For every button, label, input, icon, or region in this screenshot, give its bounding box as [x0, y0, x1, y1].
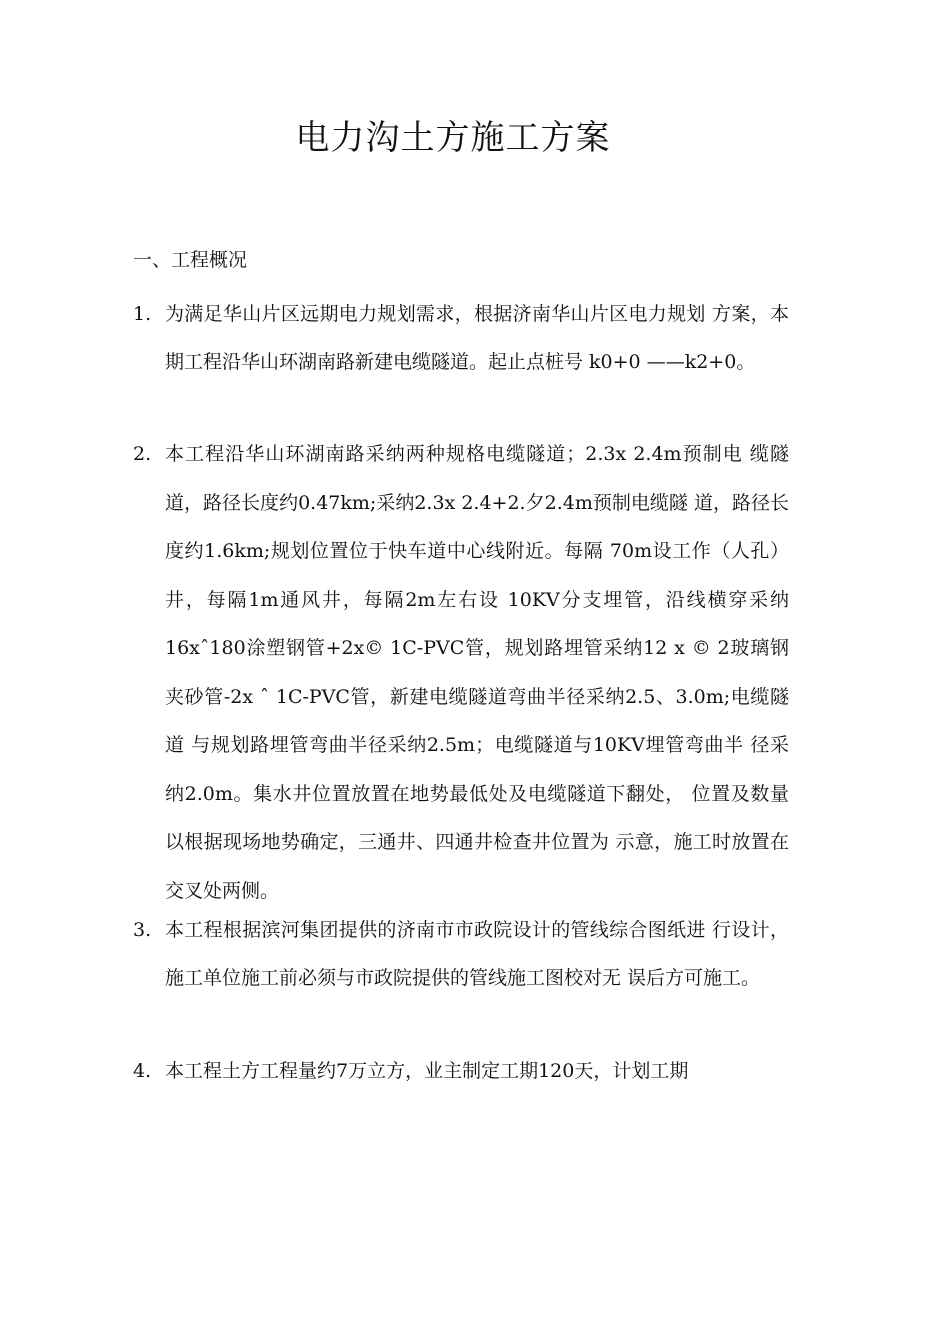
- list-item: [133, 906, 789, 1002]
- section-heading: 一、工程概况: [133, 249, 248, 271]
- list-item: [133, 290, 789, 386]
- list-item-text: 本工程根据滨河集团提供的济南市市政院设计的管线综合图纸进 行设计，施工单位施工前必须与市政院提供的管线施工图校对无 误后方可施工。: [165, 919, 789, 989]
- list-item-number: 3.: [133, 919, 152, 941]
- list-item-text: 本工程沿华山环湖南路采纳两种规格电缆隧道；2.3x 2.4m预制电 缆隧道，路径长度约0.47km;采纳2.3x 2.4+2.夕2.4m预制电缆隧 道，路径长度约1.6km;规划位置位于快车道中心线附近。每隔 70m设工作（人孔）井，每隔1m通风井，每隔2m左右设 10KV分支埋管，沿线横穿采纳16xˆ180涂塑钢管+2x© 1C-PVC管，规划路埋管采纳12 x © 2玻璃钢夹砂管-2x ˆ 1C-PVC管，新建电缆隧道弯曲半径采纳2.5、3.0m;电缆隧道 与规划路埋管弯曲半径采纳2.5m；电缆隧道与10KV埋管弯曲半 径采纳2.0m。集水井位置放置在地势最低处及电缆隧道下翻处， 位置及数量以根据现场地势确定，三通井、四通井检查井位置为 示意，施工时放置在交叉处两侧。: [165, 443, 789, 902]
- document-title: 电力沟土方施工方案: [295, 118, 611, 158]
- list-item-number: 1.: [133, 303, 152, 325]
- list-item-number: 2.: [133, 443, 152, 465]
- list-item-number: 4.: [133, 1060, 152, 1082]
- list-item-text: 本工程土方工程量约7万立方，业主制定工期120天，计划工期: [165, 1060, 689, 1082]
- list-item: [133, 1047, 789, 1095]
- list-item-text: 为满足华山片区远期电力规划需求，根据济南华山片区电力规划 方案，本期工程沿华山环湖南路新建电缆隧道。起止点桩号 k0+0 ——k2+0。: [165, 303, 789, 373]
- list-item: [133, 430, 789, 915]
